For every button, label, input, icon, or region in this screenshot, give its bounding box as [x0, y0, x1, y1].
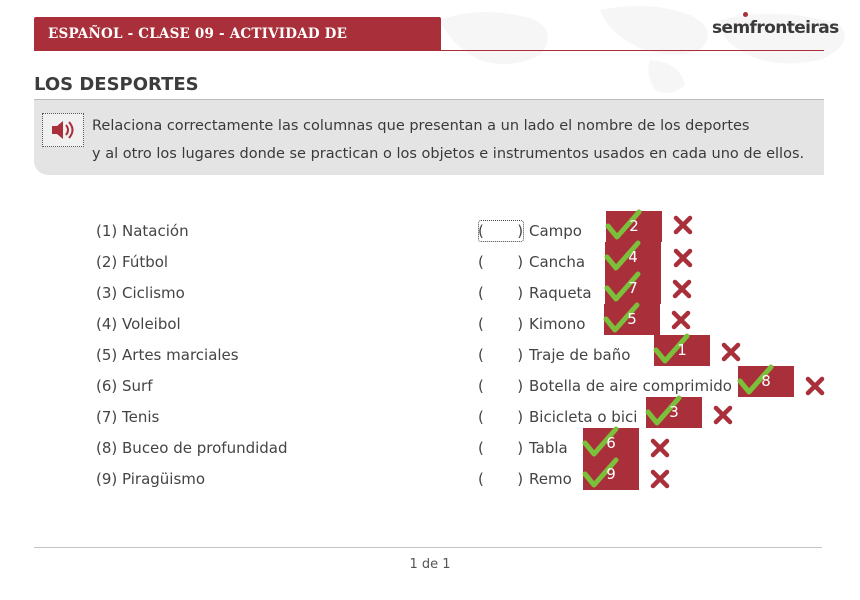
- instruction-text: [92, 112, 817, 168]
- answer-badge-9: [583, 459, 639, 490]
- close-icon[interactable]: [670, 309, 692, 331]
- answer-number-4: 5: [627, 310, 637, 328]
- logo-dot: [743, 12, 748, 17]
- close-icon[interactable]: [671, 278, 693, 300]
- right-item-9: Remo: [529, 470, 572, 488]
- close-icon[interactable]: [804, 375, 826, 397]
- right-item-3: Raqueta: [529, 284, 592, 302]
- activity-header: ESPAÑOL - CLASE 09 - ACTIVIDAD DE APRENDIZAJE: [34, 17, 441, 51]
- footer-divider: [34, 547, 822, 548]
- close-icon[interactable]: [672, 247, 694, 269]
- answer-slot-7[interactable]: ( ): [478, 408, 524, 426]
- answer-number-7: 3: [669, 403, 679, 421]
- close-icon[interactable]: [672, 214, 694, 236]
- semfronteiras-logo: [712, 18, 839, 38]
- answer-slot-5[interactable]: ( ): [478, 346, 524, 364]
- audio-button[interactable]: [42, 113, 84, 147]
- right-item-5: Traje de baño: [529, 346, 631, 364]
- answer-badge-4: [604, 304, 660, 335]
- left-item-2: (2) Fútbol: [96, 253, 169, 271]
- answer-number-1: 2: [629, 217, 639, 235]
- left-item-9: (9) Piragüismo: [96, 470, 206, 488]
- right-item-6: Botella de aire comprimido: [529, 377, 732, 395]
- answer-slot-8[interactable]: ( ): [478, 439, 524, 457]
- answer-number-2: 4: [628, 248, 638, 266]
- answer-number-3: 7: [628, 279, 638, 297]
- answer-badge-7: [646, 397, 702, 428]
- answer-badge-3: [605, 273, 661, 304]
- answer-number-5: 1: [677, 341, 687, 359]
- answer-badge-6: [738, 366, 794, 397]
- answer-badge-8: [583, 428, 639, 459]
- left-item-3: (3) Ciclismo: [96, 284, 185, 302]
- instruction-line-2: y al otro los lugares donde se practican o los objetos e instrumentos usados en cada uno de ellos.: [92, 146, 805, 162]
- speaker-icon: [43, 114, 83, 146]
- left-item-7: (7) Tenis: [96, 408, 160, 426]
- instruction-line-1: Relaciona correctamente las columnas que presentan a un lado el nombre de los deportes: [92, 118, 750, 134]
- answer-slot-9[interactable]: ( ): [478, 470, 524, 488]
- answer-number-9: 9: [606, 465, 616, 483]
- answer-slot-6[interactable]: ( ): [478, 377, 524, 395]
- close-icon[interactable]: [649, 468, 671, 490]
- answer-badge-1: [606, 211, 662, 242]
- left-item-8: (8) Buceo de profundidad: [96, 439, 288, 457]
- answer-number-6: 8: [761, 372, 771, 390]
- right-item-7: Bicicleta o bici: [529, 408, 638, 426]
- close-icon[interactable]: [720, 341, 742, 363]
- close-icon[interactable]: [712, 404, 734, 426]
- right-item-1: Campo: [529, 222, 582, 240]
- answer-badge-2: [605, 242, 661, 273]
- header-divider: [34, 50, 824, 51]
- left-item-1: (1) Natación: [96, 222, 189, 240]
- left-item-5: (5) Artes marciales: [96, 346, 239, 364]
- left-item-6: (6) Surf: [96, 377, 153, 395]
- close-icon[interactable]: [649, 437, 671, 459]
- left-item-4: (4) Voleibol: [96, 315, 181, 333]
- page-title: LOS DESPORTES: [34, 74, 199, 95]
- answer-slot-4[interactable]: ( ): [478, 315, 524, 333]
- answer-slot-1[interactable]: ( ): [478, 222, 524, 240]
- answer-slot-2[interactable]: ( ): [478, 253, 524, 271]
- answer-number-8: 6: [606, 434, 616, 452]
- right-item-8: Tabla: [529, 439, 568, 457]
- answer-slot-3[interactable]: ( ): [478, 284, 524, 302]
- right-item-2: Cancha: [529, 253, 586, 271]
- answer-badge-5: [654, 335, 710, 366]
- right-item-4: Kimono: [529, 315, 586, 333]
- page-indicator: 1 de 1: [409, 557, 451, 572]
- logo-text: semfronteiras: [712, 18, 839, 38]
